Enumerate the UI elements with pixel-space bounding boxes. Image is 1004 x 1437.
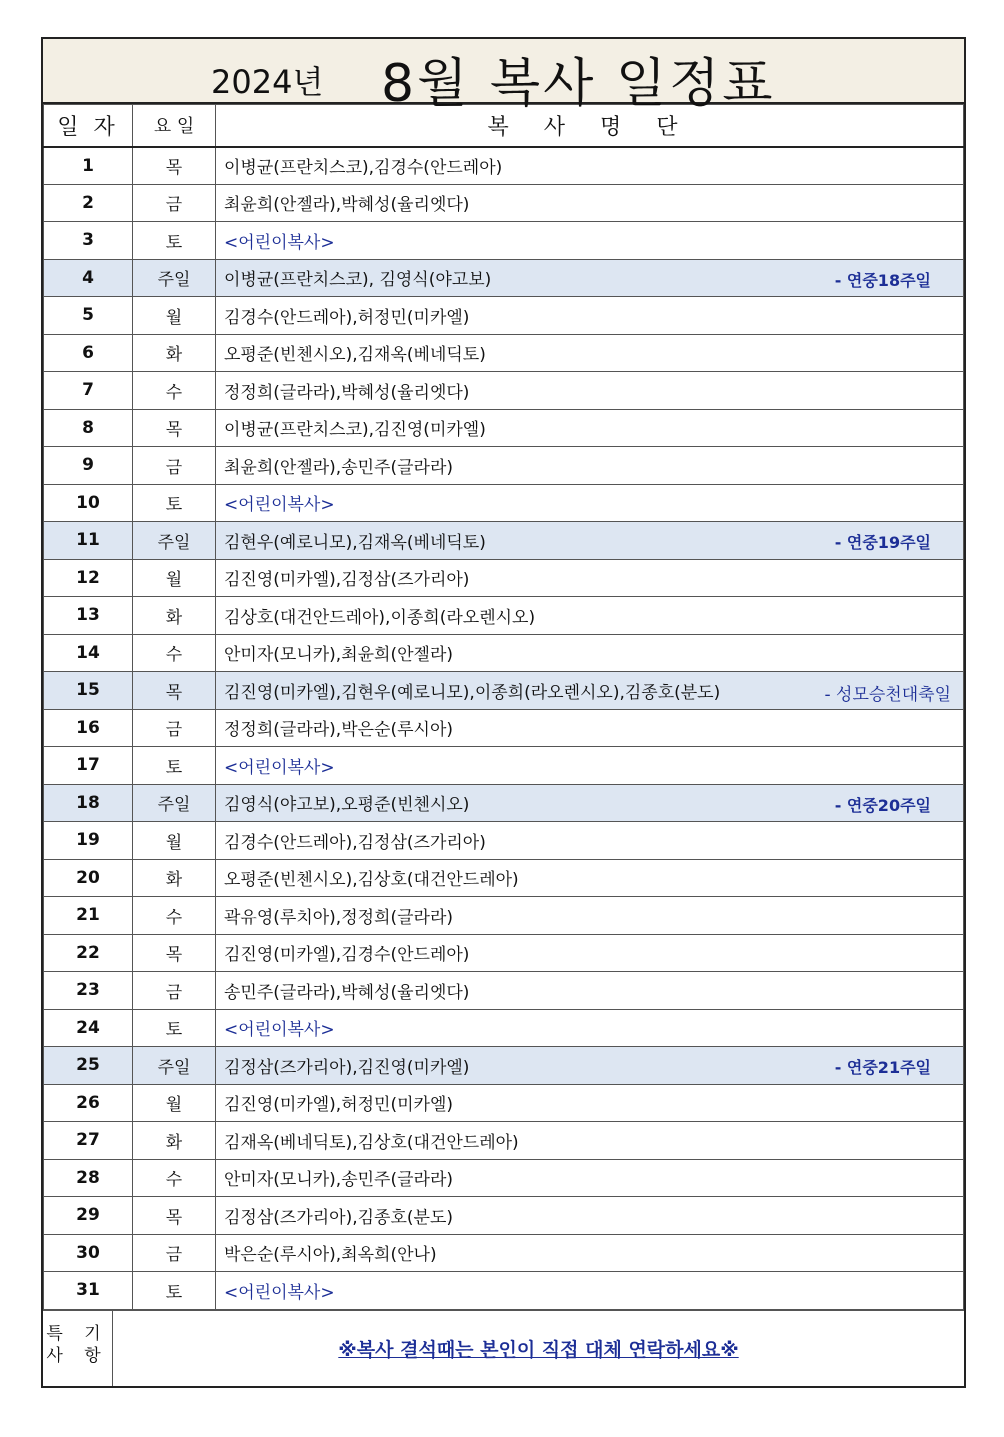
server-names: 김진영(미카엘),김현우(예로니모),이종희(라오렌시오),김종호(분도)	[224, 682, 721, 703]
row-day: 19	[44, 822, 133, 860]
row-names-cell	[216, 709, 964, 747]
row-weekday: 주일	[133, 1047, 216, 1085]
server-names: 이병균(프란치스코),김경수(안드레아)	[224, 158, 503, 178]
row-names-cell	[216, 1047, 964, 1085]
row-names-cell	[216, 934, 964, 972]
header-dow: 요 일	[133, 105, 216, 147]
header-day: 일 자	[44, 105, 133, 147]
row-names-cell	[216, 184, 964, 222]
table-row	[44, 672, 964, 710]
row-names-cell	[216, 597, 964, 635]
table-row	[44, 372, 964, 410]
row-weekday: 토	[133, 1009, 216, 1047]
server-names: 김정삼(즈가리아),김진영(미카엘)	[224, 1057, 470, 1078]
row-names-cell	[216, 447, 964, 485]
footer-message: ※복사 결석때는 본인이 직접 대체 연락하세요※	[338, 1338, 739, 1361]
table-row	[44, 747, 964, 785]
table-row	[44, 297, 964, 335]
table-row	[44, 184, 964, 222]
row-weekday: 토	[133, 222, 216, 260]
row-day: 16	[44, 709, 133, 747]
row-weekday: 주일	[133, 784, 216, 822]
row-names-cell	[216, 784, 964, 822]
row-weekday: 주일	[133, 259, 216, 297]
kids-server-label: <어린이복사>	[224, 495, 335, 516]
row-names-cell	[216, 747, 964, 785]
row-day: 23	[44, 972, 133, 1010]
row-names-cell	[216, 334, 964, 372]
table-row	[44, 447, 964, 485]
server-names: 김경수(안드레아),김정삼(즈가리아)	[224, 832, 486, 853]
row-day: 9	[44, 447, 133, 485]
row-weekday: 토	[133, 747, 216, 785]
row-day: 10	[44, 484, 133, 522]
row-day: 29	[44, 1197, 133, 1235]
row-day: 12	[44, 559, 133, 597]
row-names-cell	[216, 897, 964, 935]
row-weekday: 화	[133, 859, 216, 897]
row-names-cell	[216, 1272, 964, 1310]
row-weekday: 월	[133, 559, 216, 597]
row-day: 18	[44, 784, 133, 822]
row-day: 8	[44, 409, 133, 447]
server-names: 안미자(모니카),송민주(글라라)	[224, 1170, 453, 1191]
row-weekday: 주일	[133, 522, 216, 560]
row-weekday: 목	[133, 934, 216, 972]
row-names-cell	[216, 1122, 964, 1160]
server-names: 김재옥(베네딕토),김상호(대건안드레아)	[224, 1132, 519, 1153]
table-row	[44, 1197, 964, 1235]
row-day: 14	[44, 634, 133, 672]
table-row	[44, 409, 964, 447]
table-row	[44, 709, 964, 747]
row-weekday: 월	[133, 822, 216, 860]
table-row	[44, 334, 964, 372]
row-day: 25	[44, 1047, 133, 1085]
row-weekday: 화	[133, 334, 216, 372]
table-row	[44, 222, 964, 260]
row-day: 2	[44, 184, 133, 222]
row-weekday: 금	[133, 447, 216, 485]
kids-server-label: <어린이복사>	[224, 1282, 335, 1303]
row-day: 31	[44, 1272, 133, 1310]
row-names-cell	[216, 372, 964, 410]
row-weekday: 토	[133, 1272, 216, 1310]
row-weekday: 수	[133, 1159, 216, 1197]
title-bar	[43, 39, 964, 114]
title-main: 8월 복사 일정표	[381, 54, 776, 114]
title-year: 2024년	[211, 63, 324, 101]
footer-label	[43, 1311, 113, 1386]
row-day: 20	[44, 859, 133, 897]
row-weekday: 금	[133, 1234, 216, 1272]
table-row	[44, 1047, 964, 1085]
row-day: 28	[44, 1159, 133, 1197]
row-names-cell	[216, 1159, 964, 1197]
table-row	[44, 1122, 964, 1160]
feast-note: - 성모승천대축일	[824, 685, 951, 705]
row-day: 24	[44, 1009, 133, 1047]
schedule-table	[43, 104, 964, 1310]
server-names: 최윤희(안젤라),박혜성(율리엣다)	[224, 195, 470, 216]
kids-server-label: <어린이복사>	[224, 232, 335, 253]
row-weekday: 금	[133, 184, 216, 222]
table-row	[44, 934, 964, 972]
row-names-cell	[216, 972, 964, 1010]
row-names-cell	[216, 559, 964, 597]
row-weekday: 수	[133, 897, 216, 935]
row-weekday: 월	[133, 1084, 216, 1122]
row-day: 15	[44, 672, 133, 710]
row-day: 7	[44, 372, 133, 410]
table-row	[44, 1159, 964, 1197]
row-names-cell	[216, 409, 964, 447]
row-weekday: 화	[133, 597, 216, 635]
table-row	[44, 597, 964, 635]
footer-label-line2: 사 항	[46, 1345, 109, 1366]
row-names-cell	[216, 222, 964, 260]
server-names: 김현우(예로니모),김재옥(베네딕토)	[224, 532, 486, 553]
row-names-cell	[216, 859, 964, 897]
row-day: 22	[44, 934, 133, 972]
row-day: 3	[44, 222, 133, 260]
row-names-cell	[216, 1234, 964, 1272]
server-names: 김상호(대건안드레아),이종희(라오렌시오)	[224, 607, 536, 628]
row-day: 30	[44, 1234, 133, 1272]
server-names: 김진영(미카엘),김경수(안드레아)	[224, 945, 470, 966]
row-day: 11	[44, 522, 133, 560]
feast-note: - 연중21주일	[834, 1058, 931, 1077]
table-row	[44, 897, 964, 935]
row-day: 27	[44, 1122, 133, 1160]
table-row	[44, 484, 964, 522]
row-names-cell	[216, 1084, 964, 1122]
row-weekday: 금	[133, 709, 216, 747]
row-names-cell	[216, 297, 964, 335]
feast-note: - 연중19주일	[834, 533, 931, 552]
row-weekday: 목	[133, 1197, 216, 1235]
table-row	[44, 634, 964, 672]
header-names: 복 사 명 단	[216, 105, 964, 147]
server-names: 김영식(야고보),오평준(빈첸시오)	[224, 795, 470, 816]
feast-note: - 연중18주일	[834, 270, 931, 290]
row-day: 4	[44, 259, 133, 297]
server-names: 이병균(프란치스코),김진영(미카엘)	[224, 420, 486, 441]
row-day: 21	[44, 897, 133, 935]
row-day: 1	[44, 147, 133, 185]
table-row	[44, 972, 964, 1010]
server-names: 김경수(안드레아),허정민(미카엘)	[224, 307, 470, 328]
server-names: 이병균(프란치스코), 김영식(야고보)	[224, 270, 492, 291]
kids-server-label: <어린이복사>	[224, 757, 335, 778]
row-day: 5	[44, 297, 133, 335]
server-names: 박은순(루시아),최옥희(안나)	[224, 1245, 437, 1266]
footer	[43, 1310, 964, 1386]
table-row	[44, 784, 964, 822]
table-row	[44, 259, 964, 297]
row-names-cell	[216, 147, 964, 185]
row-weekday: 목	[133, 672, 216, 710]
row-names-cell	[216, 1009, 964, 1047]
kids-server-label: <어린이복사>	[224, 1020, 335, 1041]
server-names: 오평준(빈첸시오),김재옥(베네딕토)	[224, 345, 486, 366]
row-names-cell	[216, 1197, 964, 1235]
server-names: 정정희(글라라),박혜성(율리엣다)	[224, 382, 470, 403]
table-row	[44, 1009, 964, 1047]
row-weekday: 금	[133, 972, 216, 1010]
row-names-cell	[216, 672, 964, 710]
row-names-cell	[216, 522, 964, 560]
table-row	[44, 822, 964, 860]
row-weekday: 화	[133, 1122, 216, 1160]
table-row	[44, 1234, 964, 1272]
row-weekday: 월	[133, 297, 216, 335]
row-weekday: 수	[133, 634, 216, 672]
row-names-cell	[216, 822, 964, 860]
row-day: 26	[44, 1084, 133, 1122]
row-names-cell	[216, 259, 964, 297]
row-day: 13	[44, 597, 133, 635]
feast-note: - 연중20주일	[834, 795, 931, 815]
row-weekday: 목	[133, 409, 216, 447]
row-names-cell	[216, 484, 964, 522]
server-names: 김진영(미카엘),허정민(미카엘)	[224, 1095, 453, 1116]
server-names: 곽유영(루치아),정정희(글라라)	[224, 907, 453, 928]
server-names: 정정희(글라라),박은순(루시아)	[224, 720, 453, 741]
table-row	[44, 147, 964, 185]
server-names: 안미자(모니카),최윤희(안젤라)	[224, 645, 453, 666]
server-names: 김정삼(즈가리아),김종호(분도)	[224, 1207, 453, 1228]
table-row	[44, 859, 964, 897]
server-names: 송민주(글라라),박혜성(율리엣다)	[224, 982, 470, 1003]
table-row	[44, 1084, 964, 1122]
row-weekday: 수	[133, 372, 216, 410]
row-weekday: 목	[133, 147, 216, 185]
row-weekday: 토	[133, 484, 216, 522]
row-day: 6	[44, 334, 133, 372]
footer-label-line1: 특 기	[46, 1323, 109, 1344]
table-row	[44, 1272, 964, 1310]
row-names-cell	[216, 634, 964, 672]
row-day: 17	[44, 747, 133, 785]
server-names: 김진영(미카엘),김정삼(즈가리아)	[224, 570, 470, 591]
server-names: 오평준(빈첸시오),김상호(대건안드레아)	[224, 870, 519, 891]
schedule-sheet	[41, 37, 966, 1388]
table-row	[44, 522, 964, 560]
server-names: 최윤희(안젤라),송민주(글라라)	[224, 457, 453, 478]
table-row	[44, 559, 964, 597]
